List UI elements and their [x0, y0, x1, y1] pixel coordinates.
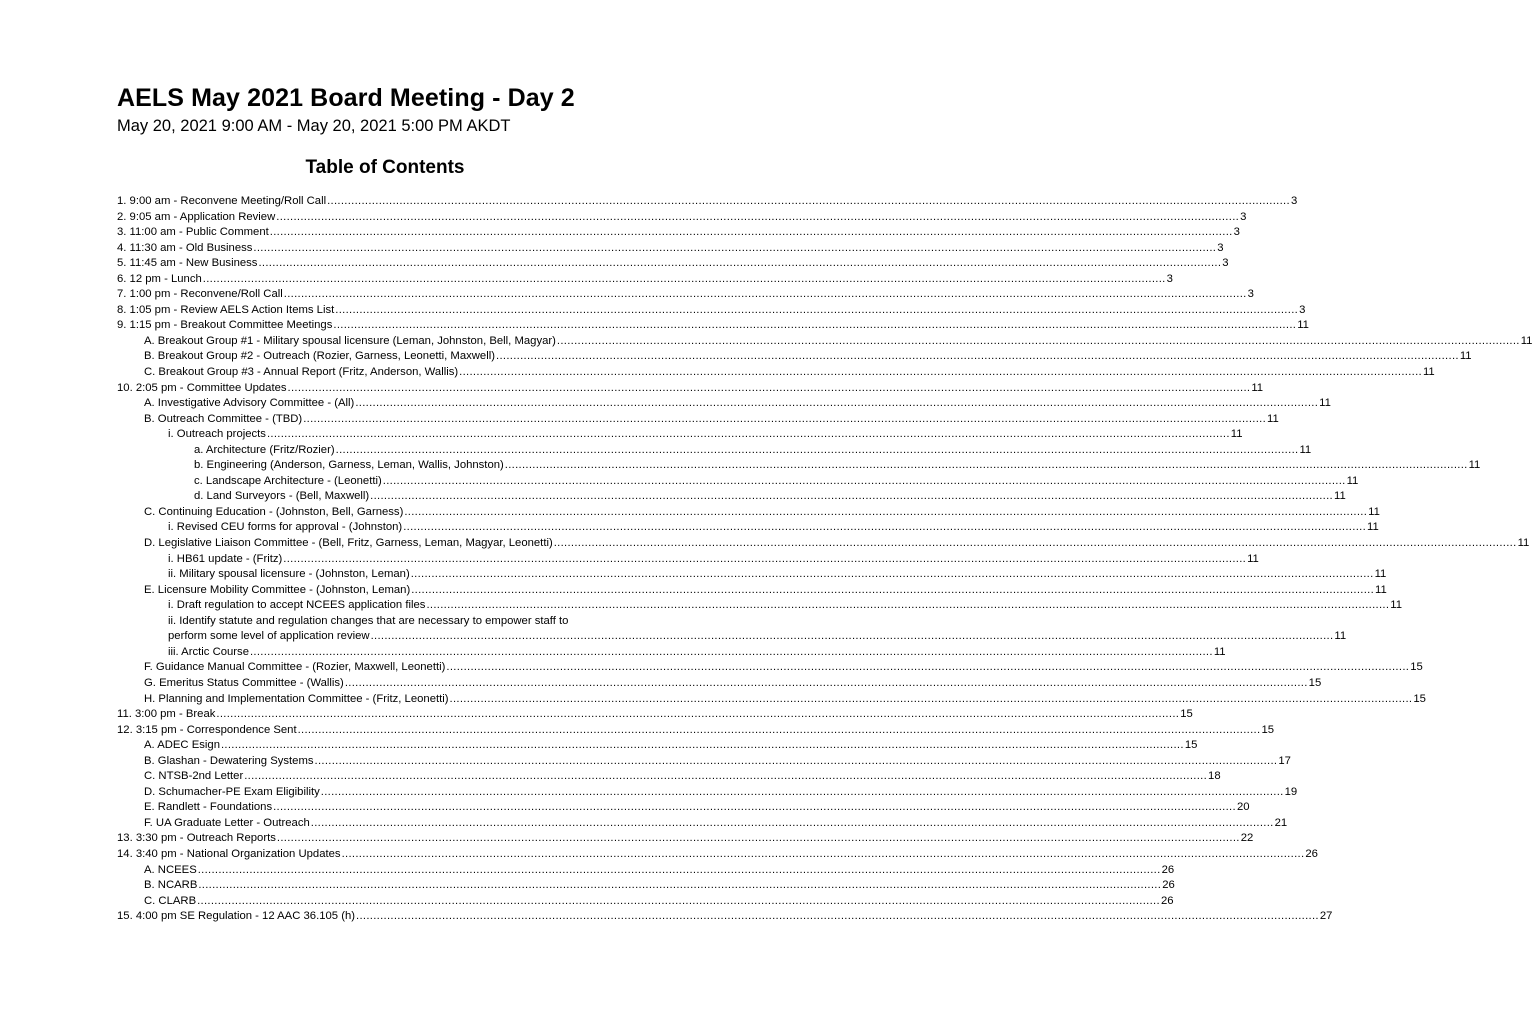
toc-page-number: 11	[1334, 630, 1347, 643]
toc-page-number: 11	[1520, 334, 1532, 347]
toc-page-number: 11	[1368, 505, 1380, 518]
toc-entry[interactable]	[117, 676, 1322, 692]
toc-entry-label: 3. 11:00 am - Public Comment	[117, 226, 269, 239]
toc-entry-label: i. Draft regulation to accept NCEES application files	[168, 599, 426, 612]
toc-entry[interactable]	[117, 210, 1247, 226]
toc-entry-label: H. Planning and Implementation Committee - (Fritz, Leonetti)	[144, 692, 449, 705]
toc-entry[interactable]	[117, 381, 1264, 397]
toc-page-number: 3	[1290, 195, 1298, 207]
toc-page-number: 15	[1184, 739, 1198, 752]
toc-leader-dots	[258, 256, 1221, 272]
toc-entry[interactable]	[117, 909, 1333, 925]
toc-leader-dots	[244, 769, 1207, 785]
toc-leader-dots	[383, 474, 1346, 490]
toc-leader-dots	[345, 676, 1308, 692]
toc-leader-dots	[321, 785, 1284, 801]
toc-entry[interactable]	[117, 660, 1423, 676]
toc-entry-label: G. Emeritus Status Committee - (Wallis)	[144, 676, 344, 689]
toc-entry[interactable]	[117, 427, 1243, 443]
toc-entry[interactable]	[117, 256, 1229, 272]
toc-entry-label: 14. 3:40 pm - National Organization Updates	[117, 847, 341, 860]
toc-page-number: 3	[1217, 241, 1224, 254]
toc-entry[interactable]	[117, 567, 1387, 583]
toc-leader-dots	[273, 800, 1236, 816]
toc-page-number: 15	[1180, 708, 1193, 721]
toc-entry[interactable]	[117, 692, 1426, 708]
toc-page-number: 11	[1367, 521, 1379, 534]
toc-entry[interactable]	[117, 474, 1359, 490]
toc-leader-dots	[554, 536, 1517, 552]
toc-page-number: 26	[1305, 847, 1318, 860]
meeting-date-range: May 20, 2021 9:00 AM - May 20, 2021 5:00 PM AKDT	[117, 117, 511, 135]
toc-entry[interactable]	[117, 272, 1173, 288]
toc-entry-label: 7. 1:00 pm - Reconvene/Roll Call	[117, 288, 283, 301]
toc-entry-label: 6. 12 pm - Lunch	[117, 272, 202, 285]
toc-entry-label: B. NCARB	[144, 879, 198, 892]
toc-entry-label: 5. 11:45 am - New Business	[117, 257, 258, 270]
toc-entry[interactable]	[117, 334, 1532, 350]
toc-entry-label: B. Glashan - Dewatering Systems	[144, 754, 314, 767]
toc-leader-dots	[333, 318, 1296, 334]
toc-leader-dots	[404, 505, 1367, 521]
toc-page-number: 3	[1233, 226, 1240, 239]
toc-page-number: 27	[1319, 910, 1333, 923]
toc-entry-label: E. Licensure Mobility Committee - (Johnston, Leman)	[144, 583, 411, 596]
toc-entry[interactable]	[117, 520, 1379, 536]
toc-entry[interactable]	[117, 552, 1259, 568]
toc-leader-dots	[298, 723, 1261, 739]
toc-page-number: 11	[1374, 568, 1387, 581]
toc-page-number: 11	[1468, 459, 1481, 472]
toc-leader-dots	[277, 831, 1240, 847]
toc-leader-dots	[336, 443, 1299, 459]
toc-page-number: 26	[1160, 894, 1174, 907]
toc-entry-label: i. HB61 update - (Fritz)	[168, 552, 283, 565]
toc-leader-dots	[403, 520, 1366, 536]
toc-page-number: 11	[1517, 537, 1530, 550]
toc-leader-dots	[284, 287, 1247, 303]
toc-entry-label: A. Investigative Advisory Committee - (All)	[144, 397, 355, 410]
toc-page-number: 11	[1334, 490, 1346, 503]
toc-leader-dots	[450, 692, 1413, 708]
toc-entry-label: perform some level of application review	[168, 630, 370, 643]
toc-entry[interactable]	[117, 303, 1306, 319]
toc-entry[interactable]	[117, 723, 1275, 739]
toc-entry-label: ii. Identify statute and regulation changes that are necessary to empower staff to	[168, 614, 569, 627]
toc-entry-label: C. CLARB	[144, 894, 197, 907]
toc-leader-dots	[311, 816, 1274, 832]
toc-page-number: 11	[1375, 583, 1387, 596]
toc-entry[interactable]	[117, 489, 1346, 505]
toc-entry-label: 1. 9:00 am - Reconvene Meeting/Roll Call	[117, 195, 327, 207]
toc-entry-label: 10. 2:05 pm - Committee Updates	[117, 381, 287, 394]
document-title: AELS May 2021 Board Meeting - Day 2	[117, 84, 575, 112]
toc-entry-label: F. UA Graduate Letter - Outreach	[144, 816, 310, 829]
toc-entry[interactable]	[117, 816, 1288, 832]
toc-entry-label: A. ADEC Esign	[144, 739, 220, 752]
toc-entry-label: A. NCEES	[144, 863, 197, 876]
toc-leader-dots	[198, 863, 1161, 879]
toc-page-number: 15	[1261, 723, 1275, 736]
toc-leader-dots	[446, 660, 1409, 676]
toc-entry[interactable]	[117, 847, 1318, 863]
toc-page-number: 11	[1267, 412, 1279, 425]
toc-entry-label: 12. 3:15 pm - Correspondence Sent	[117, 723, 297, 736]
toc-entry[interactable]	[117, 738, 1198, 754]
toc-entry[interactable]	[117, 443, 1312, 459]
toc-page-number: 3	[1247, 288, 1254, 301]
toc-entry[interactable]	[117, 863, 1175, 879]
toc-page-number: 3	[1222, 257, 1229, 270]
toc-leader-dots	[203, 272, 1166, 288]
toc-entry-label: b. Engineering (Anderson, Garness, Leman, Wallis, Johnston)	[194, 459, 504, 472]
toc-page-number: 11	[1319, 397, 1331, 410]
toc-page-number: 11	[1422, 366, 1435, 379]
toc-entry-label: A. Breakout Group #1 - Military spousal licensure (Leman, Johnston, Bell, Magyar)	[144, 334, 556, 347]
toc-leader-dots	[496, 349, 1459, 365]
toc-page-number: 15	[1308, 676, 1322, 689]
toc-leader-dots	[342, 847, 1305, 863]
toc-entry[interactable]	[117, 396, 1331, 412]
toc-page-number: 11	[1299, 443, 1312, 456]
toc-entry-label: iii. Arctic Course	[168, 645, 249, 658]
toc-leader-dots	[216, 707, 1179, 723]
toc-entry[interactable]	[117, 412, 1279, 428]
toc-page-number: 11	[1390, 599, 1403, 612]
toc-entry-label: B. Breakout Group #2 - Outreach (Rozier, Garness, Leonetti, Maxwell)	[144, 350, 495, 363]
toc-leader-dots	[267, 427, 1230, 443]
toc-page-number: 19	[1284, 785, 1298, 798]
toc-page-number: 17	[1278, 754, 1291, 767]
toc-entry[interactable]	[117, 614, 640, 630]
toc-entry-label: a. Architecture (Fritz/Rozier)	[194, 443, 335, 456]
toc-page-number: 11	[1247, 552, 1259, 565]
toc-entry[interactable]	[117, 831, 1254, 847]
toc-entry-label: F. Guidance Manual Committee - (Rozier, Maxwell, Leonetti)	[144, 661, 446, 674]
toc-entry[interactable]	[117, 241, 1224, 257]
toc-leader-dots	[335, 303, 1298, 319]
toc-entry[interactable]	[117, 878, 1175, 894]
toc-entry-label: ii. Military spousal licensure - (Johnston, Leman)	[168, 568, 410, 581]
toc-leader-dots	[355, 396, 1318, 412]
toc-leader-dots	[197, 894, 1160, 910]
toc-entry-label: d. Land Surveyors - (Bell, Maxwell)	[194, 490, 370, 503]
toc-leader-dots	[370, 489, 1333, 505]
toc-entry[interactable]	[117, 894, 1174, 910]
toc-page-number: 15	[1413, 692, 1426, 705]
toc-page-number: 11	[1230, 428, 1243, 441]
toc-entry-label: 11. 3:00 pm - Break	[117, 708, 216, 721]
toc-leader-dots	[221, 738, 1184, 754]
toc-entry-label: i. Outreach projects	[168, 428, 266, 441]
toc-page-number: 21	[1274, 816, 1288, 829]
toc-entry[interactable]	[117, 225, 1240, 241]
toc-entry[interactable]	[117, 194, 1298, 210]
toc-page-number: 11	[1346, 474, 1359, 487]
toc-page-number: 11	[1251, 381, 1264, 394]
toc-leader-dots	[505, 458, 1468, 474]
toc-entry[interactable]	[117, 287, 1254, 303]
toc-entry[interactable]	[117, 536, 1530, 552]
toc-page-number: 3	[1240, 210, 1247, 223]
toc-entry[interactable]	[117, 365, 1435, 381]
toc-leader-dots	[253, 241, 1216, 257]
toc-leader-dots	[411, 567, 1374, 583]
toc-entry-label: 9. 1:15 pm - Breakout Committee Meetings	[117, 319, 333, 332]
toc-leader-dots	[315, 754, 1278, 770]
toc-leader-dots	[288, 381, 1251, 397]
toc-leader-dots	[426, 598, 1389, 614]
toc-entry[interactable]	[117, 629, 1347, 645]
toc-leader-dots	[356, 909, 1319, 925]
toc-page-number: 3	[1166, 272, 1173, 285]
toc-entry-label: E. Randlett - Foundations	[144, 801, 273, 814]
toc-entry[interactable]	[117, 505, 1380, 521]
toc-entry-label: C. Continuing Education - (Johnston, Bell, Garness)	[144, 505, 404, 518]
toc-page-number: 3	[1299, 303, 1306, 316]
toc-entry-label: 13. 3:30 pm - Outreach Reports	[117, 832, 276, 845]
toc-entry[interactable]	[117, 318, 1309, 334]
table-of-contents	[117, 194, 1532, 925]
toc-leader-dots	[411, 583, 1374, 599]
toc-entry-label: D. Schumacher-PE Exam Eligibility	[144, 785, 320, 798]
toc-leader-dots	[198, 878, 1161, 894]
toc-entry-label: D. Legislative Liaison Committee - (Bell, Fritz, Garness, Leman, Magyar, Leonetti)	[144, 537, 553, 550]
toc-entry-label: 8. 1:05 pm - Review AELS Action Items List	[117, 303, 335, 316]
toc-entry[interactable]	[117, 645, 1226, 661]
toc-entry[interactable]	[117, 769, 1221, 785]
toc-leader-dots	[283, 552, 1246, 568]
toc-entry-label: 2. 9:05 am - Application Review	[117, 210, 276, 223]
toc-leader-dots	[270, 225, 1233, 241]
toc-entry-label: C. NTSB-2nd Letter	[144, 770, 244, 783]
toc-leader-dots	[327, 194, 1290, 210]
toc-page-number: 26	[1161, 863, 1175, 876]
toc-page-number: 20	[1236, 801, 1250, 814]
toc-entry[interactable]	[117, 583, 1387, 599]
toc-leader-dots	[371, 629, 1334, 645]
toc-entry-label: 15. 4:00 pm SE Regulation - 12 AAC 36.105 (h)	[117, 910, 356, 923]
toc-entry[interactable]	[117, 754, 1291, 770]
toc-entry[interactable]	[117, 707, 1193, 723]
toc-entry[interactable]	[117, 800, 1250, 816]
toc-page-number: 18	[1208, 770, 1221, 783]
toc-entry[interactable]	[117, 349, 1472, 365]
toc-entry[interactable]	[117, 458, 1481, 474]
toc-leader-dots	[459, 365, 1422, 381]
toc-leader-dots	[557, 334, 1520, 350]
toc-page-number: 26	[1162, 879, 1175, 892]
toc-page-number: 22	[1240, 832, 1254, 845]
toc-leader-dots	[250, 645, 1213, 661]
toc-page-number: 11	[1459, 350, 1472, 363]
toc-entry-label: B. Outreach Committee - (TBD)	[144, 412, 303, 425]
toc-leader-dots	[276, 210, 1239, 226]
toc-entry[interactable]	[117, 785, 1298, 801]
toc-entry-label: c. Landscape Architecture - (Leonetti)	[194, 474, 382, 487]
toc-entry-label: C. Breakout Group #3 - Annual Report (Fritz, Anderson, Wallis)	[144, 366, 459, 379]
toc-heading: Table of Contents	[305, 157, 465, 178]
toc-entry[interactable]	[117, 598, 1403, 614]
toc-page-number: 11	[1297, 319, 1309, 332]
toc-leader-dots	[303, 412, 1266, 428]
toc-page-number: 11	[1213, 645, 1226, 658]
toc-page-number: 15	[1410, 661, 1423, 674]
toc-entry-label: 4. 11:30 am - Old Business	[117, 241, 253, 254]
toc-entry-label: i. Revised CEU forms for approval - (Johnston)	[168, 521, 403, 534]
